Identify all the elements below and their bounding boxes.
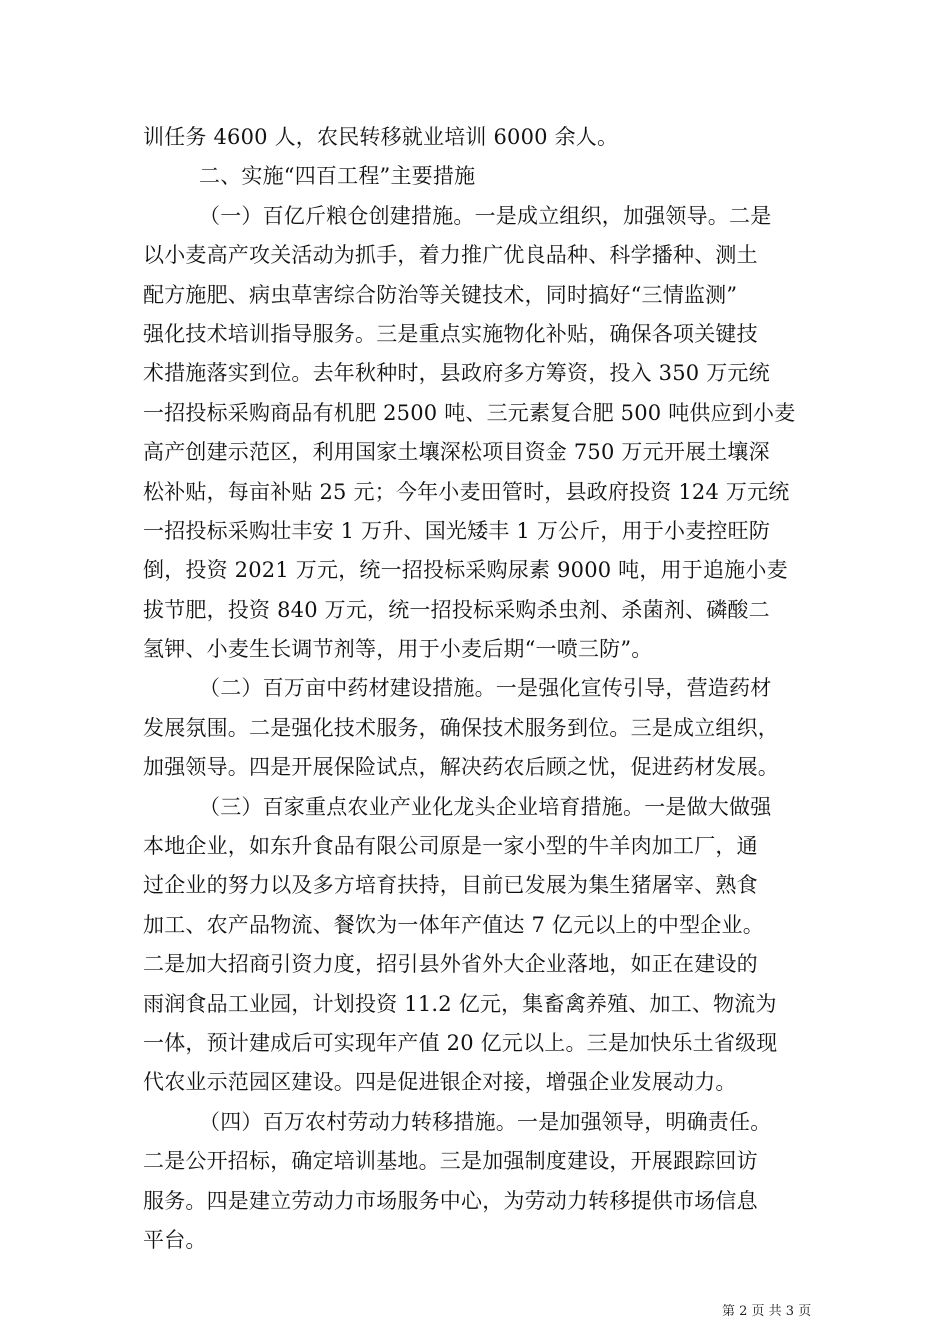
text-line: 平台。 [143, 1227, 207, 1252]
paragraph-start: （二）百万亩中药材建设措施。一是强化宣传引导，营造药材 [199, 676, 772, 701]
paragraph-start: （三）百家重点农业产业化龙头企业培育措施。一是做大做强 [199, 794, 772, 819]
text-line: 一体，预计建成后可实现年产值 20 亿元以上。三是加快乐土省级现 [143, 1030, 778, 1055]
text-line: 配方施肥、病虫草害综合防治等关键技术，同时搞好“三情监测” [143, 282, 738, 307]
paragraph-start: （一）百亿斤粮仓创建措施。一是成立组织，加强领导。二是 [199, 203, 772, 228]
text-line: 发展氛围。二是强化技术服务，确保技术服务到位。三是成立组织， [143, 715, 779, 740]
text-line: 一招投标采购商品有机肥 2500 吨、三元素复合肥 500 吨供应到小麦 [143, 400, 796, 425]
text-line: 强化技术培训指导服务。三是重点实施物化补贴，确保各项关键技 [143, 321, 758, 346]
text-line: 拔节肥，投资 840 万元，统一招投标采购杀虫剂、杀菌剂、磷酸二 [143, 597, 770, 622]
text-line: 代农业示范园区建设。四是促进银企对接，增强企业发展动力。 [143, 1070, 737, 1095]
text-line: 加工、农产品物流、餐饮为一体年产值达 7 亿元以上的中型企业。 [143, 912, 764, 937]
text-line: 服务。四是建立劳动力市场服务中心，为劳动力转移提供市场信息 [143, 1188, 758, 1213]
text-line: 松补贴，每亩补贴 25 元；今年小麦田管时，县政府投资 124 万元统 [143, 479, 790, 504]
page-number-footer: 第 2 页 共 3 页 [722, 1304, 812, 1319]
text-line: 雨润食品工业园，计划投资 11.2 亿元，集畜禽养殖、加工、物流为 [143, 991, 777, 1016]
text-line: 二是加大招商引资力度，招引县外省外大企业落地，如正在建设的 [143, 952, 758, 977]
text-line: 以小麦高产攻关活动为抓手，着力推广优良品种、科学播种、测土 [143, 243, 758, 268]
paragraph-start: （四）百万农村劳动力转移措施。一是加强领导，明确责任。 [199, 1109, 772, 1134]
section-heading: 二、实施“四百工程”主要措施 [199, 164, 476, 189]
text-line: 过企业的努力以及多方培育扶持，目前已发展为集生猪屠宰、熟食 [143, 873, 758, 898]
text-line: 一招投标采购壮丰安 1 万升、国光矮丰 1 万公斤，用于小麦控旺防 [143, 518, 771, 543]
text-line: 二是公开招标，确定培训基地。三是加强制度建设，开展跟踪回访 [143, 1149, 758, 1174]
text-line: 本地企业，如东升食品有限公司原是一家小型的牛羊肉加工厂，通 [143, 834, 758, 859]
text-line: 高产创建示范区，利用国家土壤深松项目资金 750 万元开展土壤深 [143, 440, 770, 465]
text-line: 术措施落实到位。去年秋种时，县政府多方筹资，投入 350 万元统 [143, 361, 770, 386]
text-line: 倒，投资 2021 万元，统一招投标采购尿素 9000 吨，用于追施小麦 [143, 558, 788, 583]
text-line: 训任务 4600 人，农民转移就业培训 6000 余人。 [143, 125, 619, 149]
document-body [143, 118, 815, 1260]
text-line: 氢钾、小麦生长调节剂等，用于小麦后期“一喷三防”。 [143, 637, 653, 662]
text-line: 加强领导。四是开展保险试点，解决药农后顾之忧，促进药材发展。 [143, 755, 779, 780]
